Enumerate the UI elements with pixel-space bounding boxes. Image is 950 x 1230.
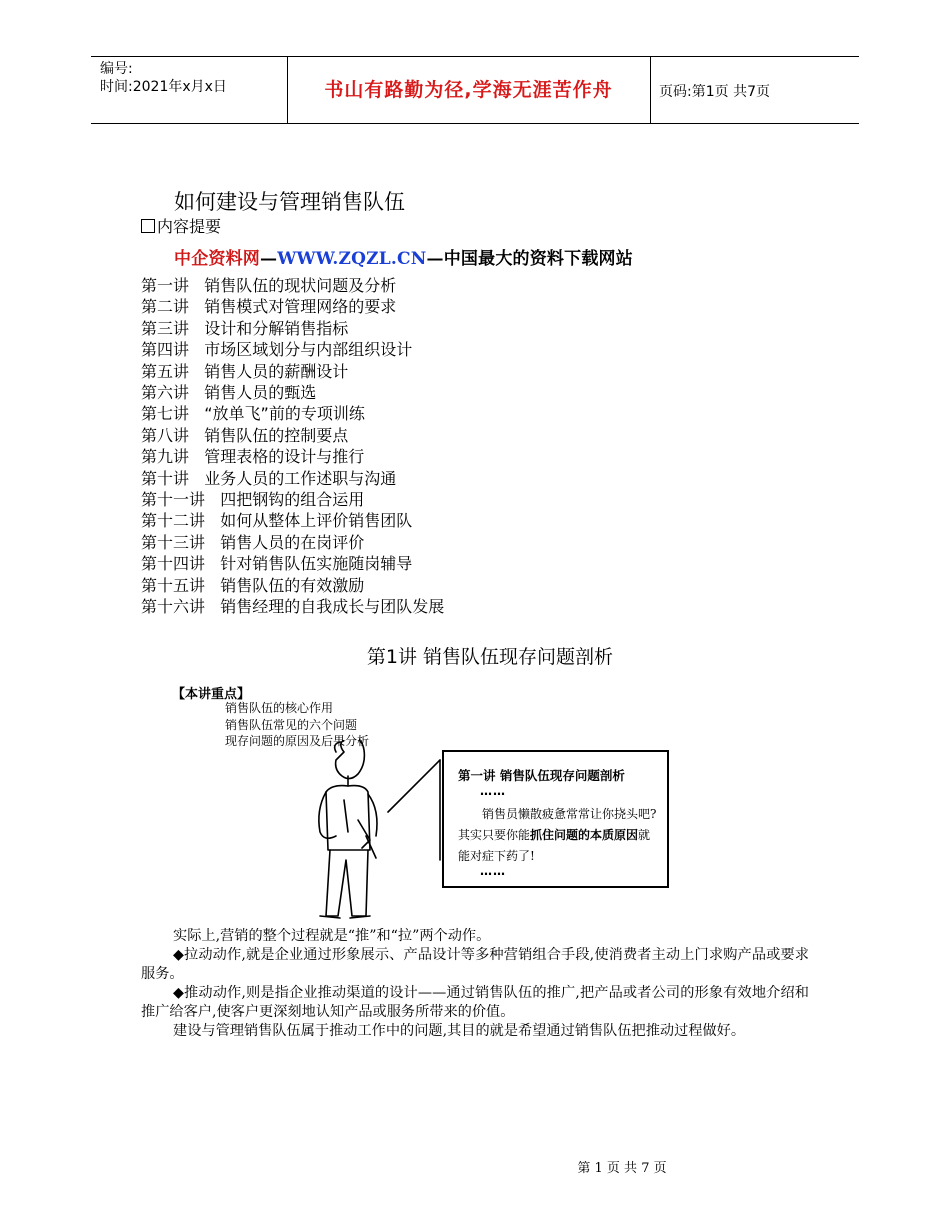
lecture-item: 第十五讲 销售队伍的有效激励 [141, 575, 365, 595]
key-points-heading: 【本讲重点】 [172, 687, 251, 702]
document-title: 如何建设与管理销售队伍 [174, 190, 405, 214]
lecture-item: 第一讲 销售队伍的现状问题及分析 [141, 276, 397, 295]
header-motto: 书山有路勤为径,学海无涯苦作舟 [324, 79, 613, 101]
body-paragraph: ◆推动动作,则是指企业推动渠道的设计——通过销售队伍的推广,把产品或者公司的形象有效地介绍和推广给客户,使客户更深刻地认知产品或服务所带来的价值。 [141, 985, 809, 1020]
site-tagline: 中国最大的资料下载网站 [443, 249, 633, 269]
lecture-item: 第七讲 “放单飞”前的专项训练 [141, 404, 365, 424]
site-dash: — [260, 249, 278, 269]
section-title: 第1讲 销售队伍现存问题剖析 [366, 646, 614, 668]
header-divider [650, 57, 651, 123]
summary-heading [141, 214, 221, 237]
lecture-item: 第十二讲 如何从整体上评价销售团队 [141, 511, 413, 531]
number-label: 编号: [100, 61, 133, 77]
page-footer: 第 1 页 共 7 页 [577, 1161, 667, 1176]
lecture-item: 第二讲 销售模式对管理网络的要求 [141, 297, 397, 317]
lecture-item: 第五讲 销售人员的薪酬设计 [141, 361, 349, 381]
card-body [458, 804, 658, 867]
card-text: 就能对症下药了! [458, 828, 651, 863]
lecture-item: 第十一讲 四把钢钩的组合运用 [141, 490, 365, 510]
header-meta [100, 60, 227, 96]
lecture-item: 第四讲 市场区域划分与内部组织设计 [141, 340, 413, 360]
page-header [91, 56, 859, 124]
site-name: 中企资料网 [174, 249, 260, 269]
body-paragraph: 实际上,营销的整个过程就是“推”和“拉”两个动作。 [173, 928, 491, 944]
body-paragraph: ◆拉动动作,就是企业通过形象展示、产品设计等多种营销组合手段,使消费者主动上门求购产品或要求服务。 [141, 947, 809, 982]
site-url-link[interactable]: WWW.ZQZL.CN [277, 249, 427, 269]
lecture-item: 第三讲 设计和分解销售指标 [141, 318, 349, 338]
lecture-item: 第八讲 销售队伍的控制要点 [141, 425, 349, 445]
card-emphasis: 抓住问题的本质原因 [530, 828, 639, 842]
lecture-item: 第十四讲 针对销售队伍实施随岗辅导 [141, 554, 413, 574]
lecture-item: 第九讲 管理表格的设计与推行 [141, 447, 365, 467]
lecture-list [141, 275, 444, 618]
lecture-item: 第十讲 业务人员的工作述职与沟通 [141, 468, 397, 488]
key-point-item: 销售队伍的核心作用 [225, 701, 334, 715]
checkbox-icon [141, 219, 155, 233]
lecture-preview-card [442, 750, 669, 888]
time-label: 时间:2021年x月x日 [100, 79, 227, 95]
site-banner [174, 244, 633, 269]
key-point-item: 销售队伍常见的六个问题 [225, 717, 358, 732]
card-text: 销售员懒散疲惫常常让你挠头吧?其实只要你能 [458, 807, 657, 842]
key-point-item: 现存问题的原因及后果分析 [225, 734, 370, 748]
card-title: 第一讲 销售队伍现存问题剖析 [458, 768, 625, 783]
card-ellipsis: …… [480, 784, 506, 798]
lecture-item: 第六讲 销售人员的甄选 [141, 383, 317, 403]
summary-label: 内容提要 [157, 217, 222, 236]
lecture-item: 第十三讲 销售人员的在岗评价 [141, 532, 365, 552]
body-paragraph: 建设与管理销售队伍属于推动工作中的问题,其目的就是希望通过销售队伍把推动过程做好。 [173, 1023, 746, 1039]
lecture-item: 第十六讲 销售经理的自我成长与团队发展 [141, 597, 445, 617]
header-page-info: 页码:第1页 共7页 [659, 84, 770, 100]
card-ellipsis: …… [480, 864, 506, 878]
site-dash: — [426, 249, 444, 269]
